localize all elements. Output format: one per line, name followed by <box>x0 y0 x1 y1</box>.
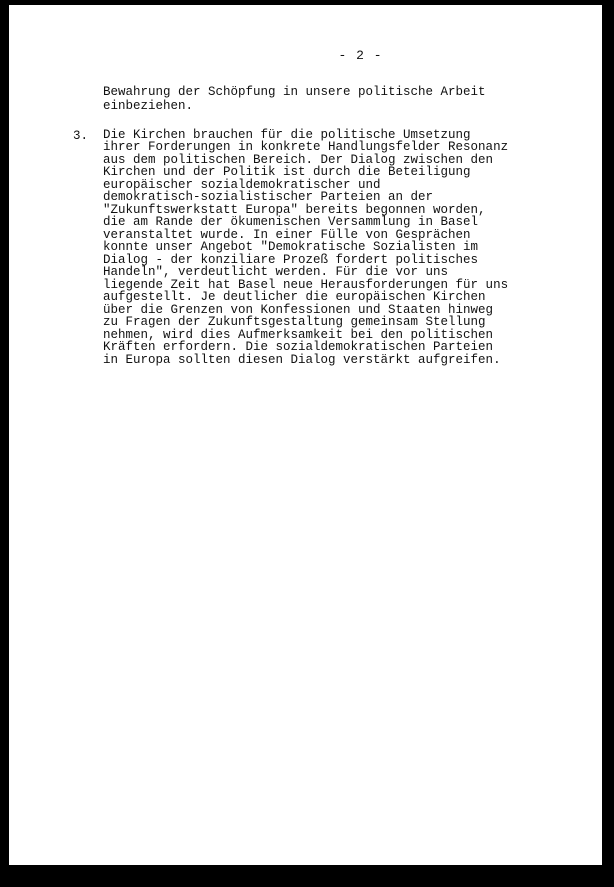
item-line: liegende Zeit hat Basel neue Herausforderungen für uns <box>103 278 509 292</box>
item-line: die am Rande der ökumenischen Versammlung in Basel <box>103 215 479 229</box>
item-line: nehmen, wird dies Aufmerksamkeit bei den politischen <box>103 328 494 342</box>
page-number: - 2 - <box>338 48 383 63</box>
item-line: in Europa sollten diesen Dialog verstärkt aufgreifen. <box>103 353 501 367</box>
item-line: demokratisch-sozialistischer Parteien an der <box>103 190 434 204</box>
intro-line: einbeziehen. <box>103 99 194 113</box>
item-line: ihrer Forderungen in konkrete Handlungsfelder Resonanz <box>103 140 509 154</box>
item-line: veranstaltet wurde. In einer Fülle von Gesprächen <box>103 228 471 242</box>
item-line: Kirchen und der Politik ist durch die Beteiligung <box>103 165 471 179</box>
item-line: über die Grenzen von Konfessionen und Staaten hinweg <box>103 303 494 317</box>
item-line: Dialog - der konziliare Prozeß fordert politisches <box>103 253 479 267</box>
item-line: Handeln", verdeutlicht werden. Für die vor uns <box>103 265 449 279</box>
item-line: aus dem politischen Bereich. Der Dialog zwischen den <box>103 153 494 167</box>
item-line: aufgestellt. Je deutlicher die europäischen Kirchen <box>103 290 486 304</box>
item-line: Kräften erfordern. Die sozialdemokratischen Parteien <box>103 340 494 354</box>
item-line: Die Kirchen brauchen für die politische Umsetzung <box>103 128 471 142</box>
item-line: europäischer sozialdemokratischer und <box>103 178 381 192</box>
intro-line: Bewahrung der Schöpfung in unsere politische Arbeit <box>103 85 486 99</box>
item-line: konnte unser Angebot "Demokratische Sozialisten im <box>103 240 479 254</box>
document-page <box>9 5 602 865</box>
item-number: 3. <box>73 129 89 143</box>
item-line: "Zukunftswerkstatt Europa" bereits begonnen worden, <box>103 203 486 217</box>
item-line: zu Fragen der Zukunftsgestaltung gemeinsam Stellung <box>103 315 486 329</box>
